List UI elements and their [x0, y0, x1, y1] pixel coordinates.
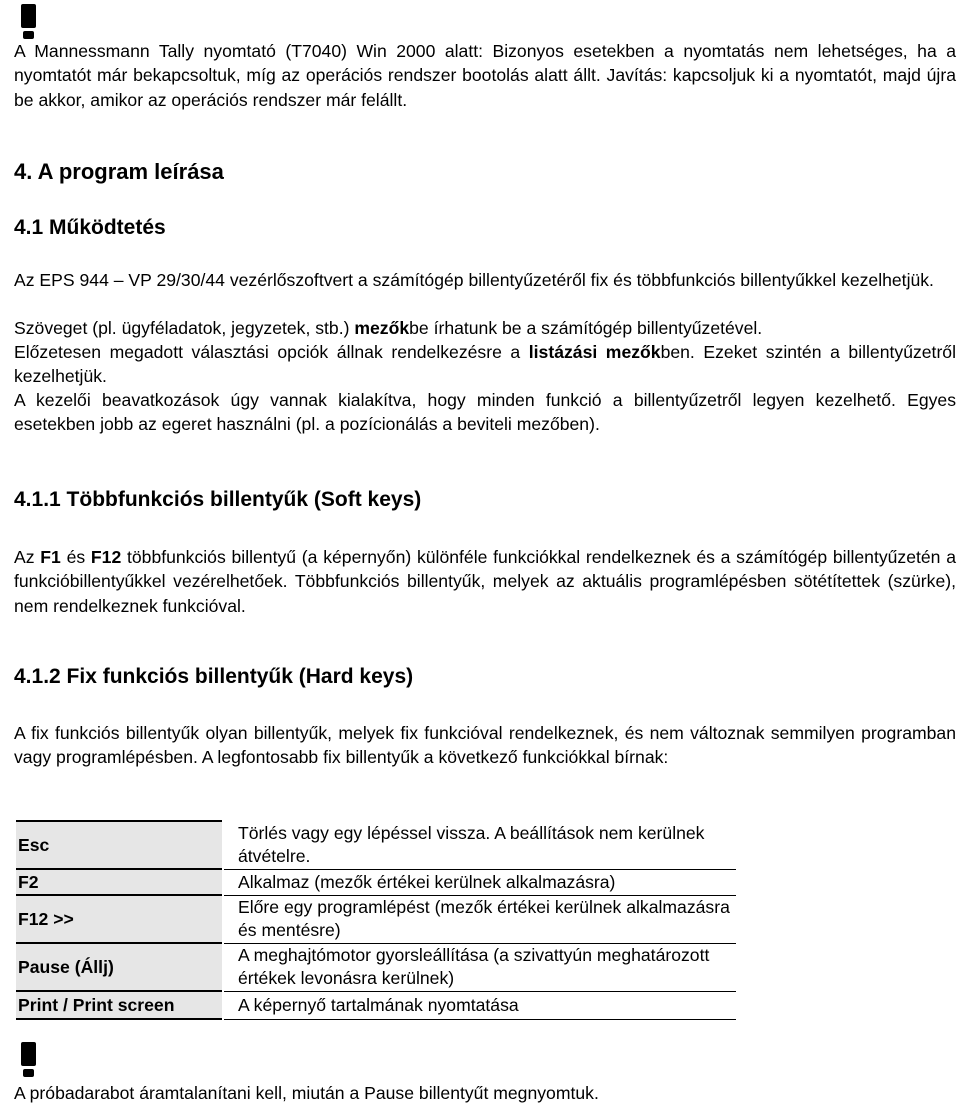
key-cell: F12 >>: [16, 895, 222, 943]
key-cell: Print / Print screen: [16, 991, 222, 1019]
desc-cell: A meghajtómotor gyorsleállítása (a szivattyún meghatározott értékek levonásra kerülnek): [224, 943, 736, 991]
f1-key: F1: [40, 547, 61, 567]
desc-cell: Előre egy programlépést (mezők értékei kerülnek alkalmazásra és mentésre): [224, 895, 736, 943]
section-4-1-paragraph-4: A kezelői beavatkozások úgy vannak kialakítva, hogy minden funkció a billentyűzetről legyen kezelhető. Egyes esetekben jobb az egeret használni (pl. a pozícionálás a beviteli mezőben).: [14, 390, 956, 435]
p3-bold-list-fields: listázási mezők: [528, 342, 661, 362]
desc-cell: A képernyő tartalmának nyomtatása: [224, 991, 736, 1019]
section-4-heading: 4. A program leírása: [14, 159, 224, 184]
p3-text-a: Előzetesen megadott választási opciók állnak rendelkezésre a: [14, 342, 529, 362]
key-cell: Pause (Állj): [16, 943, 222, 991]
desc-cell: Alkalmaz (mezők értékei kerülnek alkalmazásra): [224, 869, 736, 895]
p3-text-b: ben. Ezeket szintén a billentyűzetről kezelhetjük.: [14, 342, 956, 387]
p2-text-b: be írhatunk be a számítógép billentyűzetével.: [409, 318, 763, 338]
section-4-1-paragraph-2: [14, 316, 956, 340]
s411-text-a: Az: [14, 547, 41, 567]
section-4-1-2-paragraph: A fix funkciós billentyűk olyan billentyűk, melyek fix funkcióval rendelkeznek, és nem változnak semmilyen programban vagy programlépésben. A legfontosabb fix billentyűk a következő funkciókkal bírnak:: [14, 723, 956, 768]
hard-keys-table: [16, 820, 736, 1020]
section-4-1-heading: 4.1 Működtetés: [14, 216, 166, 239]
s411-text-b: és: [60, 547, 91, 567]
key-cell: Esc: [16, 821, 222, 869]
desc-cell: Törlés vagy egy lépéssel vissza. A beállítások nem kerülnek átvételre.: [224, 821, 736, 869]
p2-text-a: Szöveget (pl. ügyféladatok, jegyzetek, stb.): [14, 318, 355, 338]
table-row: [16, 943, 736, 991]
section-4-1-paragraph-1: Az EPS 944 – VP 29/30/44 vezérlőszoftvert a számítógép billentyűzetéről fix és többfunkciós billentyűkkel kezelhetjük.: [14, 270, 934, 290]
section-4-1-1-heading: 4.1.1 Többfunkciós billentyűk (Soft keys): [14, 488, 422, 511]
table-row: [16, 821, 736, 869]
table-row: [16, 895, 736, 943]
intro-paragraph: A Mannessmann Tally nyomtató (T7040) Win 2000 alatt: Bizonyos esetekben a nyomtatás nem lehetséges, ha a nyomtatót már bekapcsoltuk, míg az operációs rendszer bootolás alatt állt. Javítás: kapcsoljuk ki a nyomtatót, majd újra be akkor, amikor az operációs rendszer már felállt.: [14, 41, 956, 110]
table-row: [16, 869, 736, 895]
s411-text-c: többfunkciós billentyű (a képernyőn) különféle funkciókkal rendelkeznek és a számítógép billentyűzetén a funkcióbillentyűkkel vezérelhetőek. Többfunkciós billentyűk, melyek az aktuális programlépésben sötétítettek (szürke), nem rendelkeznek funkcióval.: [14, 547, 956, 616]
section-4-1-paragraph-3: [14, 340, 956, 389]
table-row: [16, 991, 736, 1019]
p2-bold-fields: mezők: [354, 318, 410, 338]
f12-key: F12: [90, 547, 122, 567]
section-4-1-2-heading: 4.1.2 Fix funkciós billentyűk (Hard keys): [14, 665, 414, 688]
key-cell: F2: [16, 869, 222, 895]
final-note: A próbadarabot áramtalanítani kell, miután a Pause billentyűt megnyomtuk.: [14, 1083, 599, 1103]
section-4-1-1-paragraph: [14, 545, 956, 618]
